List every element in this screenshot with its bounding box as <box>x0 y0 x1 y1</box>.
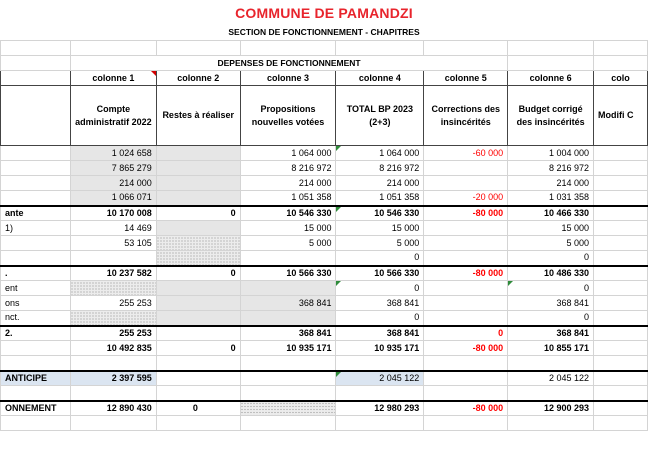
cell[interactable] <box>336 41 424 56</box>
cell-c4[interactable]: 1 064 000 <box>336 146 424 161</box>
cell[interactable] <box>1 416 71 431</box>
cell-c5[interactable]: -60 000 <box>424 146 508 161</box>
cell-c2[interactable]: 0 <box>156 341 240 356</box>
table-row <box>1 176 648 191</box>
cell-c2[interactable] <box>156 311 240 326</box>
row-label[interactable]: nct. <box>1 311 71 326</box>
cell-c2[interactable] <box>156 251 240 266</box>
cell-c4[interactable]: 0 <box>336 311 424 326</box>
cell-c3[interactable]: 1 064 000 <box>240 146 336 161</box>
cell[interactable] <box>156 41 240 56</box>
cell[interactable] <box>424 386 508 401</box>
cell-c4[interactable]: 214 000 <box>336 176 424 191</box>
cell[interactable] <box>508 56 594 71</box>
grand-total-row <box>1 401 648 416</box>
table-row <box>1 191 648 206</box>
column-label-1[interactable]: colonne 1 <box>70 71 156 86</box>
cell-c1[interactable]: 53 105 <box>70 236 156 251</box>
cell[interactable] <box>70 356 156 371</box>
cell-c6[interactable]: 12 900 293 <box>508 401 594 416</box>
column-label-5[interactable]: colonne 5 <box>424 71 508 86</box>
cell-c4[interactable]: 10 935 171 <box>336 341 424 356</box>
cell-c4[interactable]: 5 000 <box>336 236 424 251</box>
cell-c4[interactable]: 10 546 330 <box>336 206 424 221</box>
cell[interactable] <box>594 41 648 56</box>
cell-c5[interactable]: -20 000 <box>424 191 508 206</box>
cell[interactable] <box>1 356 71 371</box>
cell-c6[interactable]: 368 841 <box>508 326 594 341</box>
table-row <box>1 281 648 296</box>
cell[interactable] <box>594 371 648 386</box>
cell-c4[interactable]: 2 045 122 <box>336 371 424 386</box>
cell[interactable] <box>508 416 594 431</box>
cell[interactable] <box>594 341 648 356</box>
cell-c5[interactable] <box>424 371 508 386</box>
cell-c5[interactable] <box>424 251 508 266</box>
cell-c3[interactable]: 8 216 972 <box>240 161 336 176</box>
page-title: COMMUNE DE PAMANDZI <box>235 5 413 21</box>
table-row <box>1 251 648 266</box>
table-caption[interactable]: DEPENSES DE FONCTIONNEMENT <box>70 56 507 71</box>
cell[interactable] <box>1 56 71 71</box>
cell[interactable] <box>156 356 240 371</box>
cell-c2[interactable]: 0 <box>156 266 240 281</box>
cell-c6[interactable]: 0 <box>508 281 594 296</box>
cell[interactable] <box>594 281 648 296</box>
cell[interactable] <box>156 416 240 431</box>
cell[interactable] <box>240 416 336 431</box>
cell[interactable] <box>1 386 71 401</box>
header-budget-corrige[interactable]: Budget corrigé des insincérités <box>508 86 594 146</box>
cell-c4[interactable]: 10 566 330 <box>336 266 424 281</box>
row-label[interactable]: ante <box>1 206 71 221</box>
cell[interactable] <box>424 416 508 431</box>
cell-c6[interactable]: 2 045 122 <box>508 371 594 386</box>
cell[interactable] <box>594 236 648 251</box>
header-corrections[interactable]: Corrections des insincérités <box>424 86 508 146</box>
cell[interactable] <box>336 416 424 431</box>
cell-c5[interactable] <box>424 236 508 251</box>
table-row <box>1 146 648 161</box>
cell[interactable] <box>424 41 508 56</box>
table-row <box>1 161 648 176</box>
cell[interactable] <box>1 41 71 56</box>
cell-c3[interactable] <box>240 251 336 266</box>
cell-c1[interactable]: 10 237 582 <box>70 266 156 281</box>
cell-c1[interactable]: 12 890 430 <box>70 401 156 416</box>
row-label[interactable] <box>1 161 71 176</box>
cell-c1[interactable]: 1 024 658 <box>70 146 156 161</box>
cell-c3[interactable] <box>240 401 336 416</box>
cell-c1[interactable] <box>70 311 156 326</box>
cell-c1[interactable] <box>70 281 156 296</box>
row-label[interactable] <box>1 146 71 161</box>
cell[interactable] <box>594 311 648 326</box>
cell[interactable] <box>594 296 648 311</box>
cell[interactable] <box>70 41 156 56</box>
cell[interactable] <box>336 356 424 371</box>
cell-c6[interactable]: 8 216 972 <box>508 161 594 176</box>
cell-c3[interactable]: 368 841 <box>240 326 336 341</box>
cell-c2[interactable] <box>156 191 240 206</box>
column-description-row <box>1 86 648 146</box>
cell-c1[interactable]: 255 253 <box>70 326 156 341</box>
section-subtitle: SECTION DE FONCTIONNEMENT - CHAPITRES <box>228 27 420 37</box>
anticipe-row <box>1 371 648 386</box>
cell[interactable] <box>594 401 648 416</box>
spreadsheet <box>0 40 648 431</box>
row-label[interactable] <box>1 176 71 191</box>
cell-c3[interactable] <box>240 281 336 296</box>
cell-c5[interactable] <box>424 161 508 176</box>
column-label-2[interactable]: colonne 2 <box>156 71 240 86</box>
header-modifications[interactable]: Modifi C <box>594 86 648 146</box>
cell[interactable] <box>424 356 508 371</box>
row-label[interactable] <box>1 341 71 356</box>
cell[interactable] <box>594 176 648 191</box>
cell-c1[interactable]: 7 865 279 <box>70 161 156 176</box>
cell-c4[interactable]: 368 841 <box>336 326 424 341</box>
cell[interactable] <box>594 326 648 341</box>
column-label-6[interactable]: colonne 6 <box>508 71 594 86</box>
cell-c1[interactable]: 2 397 595 <box>70 371 156 386</box>
row-label[interactable]: ONNEMENT <box>1 401 71 416</box>
cell-c5[interactable]: -80 000 <box>424 206 508 221</box>
header-compte-administratif[interactable]: Compte administratif 2022 <box>70 86 156 146</box>
subtotal-row <box>1 206 648 221</box>
cell[interactable] <box>156 386 240 401</box>
cell-c6[interactable]: 214 000 <box>508 176 594 191</box>
cell-c5[interactable] <box>424 296 508 311</box>
cell[interactable] <box>594 416 648 431</box>
row-label[interactable]: . <box>1 266 71 281</box>
header-restes-a-realiser[interactable]: Restes à réaliser <box>156 86 240 146</box>
cell-c2[interactable] <box>156 281 240 296</box>
cell[interactable] <box>594 251 648 266</box>
cell[interactable] <box>594 161 648 176</box>
cell-c3[interactable]: 1 051 358 <box>240 191 336 206</box>
cell-c4[interactable]: 1 051 358 <box>336 191 424 206</box>
cell-c3[interactable]: 368 841 <box>240 296 336 311</box>
cell[interactable] <box>594 221 648 236</box>
cell-c6[interactable]: 10 855 171 <box>508 341 594 356</box>
table-row <box>1 311 648 326</box>
table-row <box>1 221 648 236</box>
cell-c1[interactable]: 14 469 <box>70 221 156 236</box>
cell[interactable] <box>594 56 648 71</box>
row-label[interactable] <box>1 236 71 251</box>
cell-c6[interactable]: 10 466 330 <box>508 206 594 221</box>
cell-c2[interactable] <box>156 146 240 161</box>
cell-c6[interactable]: 1 004 000 <box>508 146 594 161</box>
cell-c3[interactable]: 10 546 330 <box>240 206 336 221</box>
cell-c1[interactable]: 255 253 <box>70 296 156 311</box>
cell-c2[interactable]: 0 <box>156 206 240 221</box>
cell[interactable] <box>240 356 336 371</box>
cell-c5[interactable] <box>424 221 508 236</box>
cell-c3[interactable] <box>240 371 336 386</box>
expenses-table <box>0 40 648 431</box>
cell[interactable] <box>594 266 648 281</box>
header-total-bp[interactable]: TOTAL BP 2023 (2+3) <box>336 86 424 146</box>
cell[interactable] <box>70 416 156 431</box>
row-label[interactable]: 2. <box>1 326 71 341</box>
cell-c3[interactable] <box>240 311 336 326</box>
spacer-row <box>1 41 648 56</box>
cell-c5[interactable]: -80 000 <box>424 401 508 416</box>
cell[interactable] <box>594 191 648 206</box>
cell[interactable] <box>594 146 648 161</box>
column-label-4[interactable]: colonne 4 <box>336 71 424 86</box>
cell-c2[interactable] <box>156 161 240 176</box>
caption-row <box>1 56 648 71</box>
cell[interactable] <box>508 356 594 371</box>
cell[interactable] <box>508 386 594 401</box>
cell-c5[interactable] <box>424 311 508 326</box>
cell-c6[interactable]: 1 031 358 <box>508 191 594 206</box>
cell-c2[interactable] <box>156 221 240 236</box>
spacer-row <box>1 386 648 401</box>
cell-c4[interactable]: 0 <box>336 281 424 296</box>
cell-c6[interactable]: 368 841 <box>508 296 594 311</box>
cell-c1[interactable]: 10 170 008 <box>70 206 156 221</box>
cell[interactable] <box>594 356 648 371</box>
cell-c3[interactable]: 5 000 <box>240 236 336 251</box>
cell-c2[interactable] <box>156 296 240 311</box>
cell-c4[interactable]: 15 000 <box>336 221 424 236</box>
cell-c5[interactable]: 0 <box>424 326 508 341</box>
table-row <box>1 296 648 311</box>
cell-c4[interactable]: 8 216 972 <box>336 161 424 176</box>
cell-c3[interactable]: 214 000 <box>240 176 336 191</box>
table-row <box>1 236 648 251</box>
cell[interactable] <box>70 386 156 401</box>
cell-c3[interactable]: 10 935 171 <box>240 341 336 356</box>
cell-c6[interactable]: 10 486 330 <box>508 266 594 281</box>
cell[interactable] <box>336 386 424 401</box>
header-propositions-nouvelles[interactable]: Propositions nouvelles votées <box>240 86 336 146</box>
cell-c1[interactable]: 214 000 <box>70 176 156 191</box>
cell-c1[interactable]: 10 492 835 <box>70 341 156 356</box>
cell[interactable] <box>508 41 594 56</box>
cell-c4[interactable]: 12 980 293 <box>336 401 424 416</box>
cell[interactable] <box>594 206 648 221</box>
cell-c2[interactable] <box>156 326 240 341</box>
cell[interactable] <box>1 71 71 86</box>
column-header-row <box>1 71 648 86</box>
cell-c5[interactable]: -80 000 <box>424 341 508 356</box>
cell-c1[interactable]: 1 066 071 <box>70 191 156 206</box>
cell-c6[interactable]: 15 000 <box>508 221 594 236</box>
cell[interactable] <box>240 386 336 401</box>
row-label[interactable]: ent <box>1 281 71 296</box>
column-label-3[interactable]: colonne 3 <box>240 71 336 86</box>
row-label[interactable] <box>1 191 71 206</box>
column-label-7[interactable]: colo <box>594 71 648 86</box>
cell-c2[interactable]: 0 <box>156 401 240 416</box>
cell-c2[interactable] <box>156 176 240 191</box>
cell-c2[interactable] <box>156 371 240 386</box>
spacer-row <box>1 356 648 371</box>
cell-c1[interactable] <box>70 251 156 266</box>
subtotal-row <box>1 326 648 341</box>
row-label[interactable] <box>1 251 71 266</box>
cell-c4[interactable]: 0 <box>336 251 424 266</box>
row-label[interactable]: 1) <box>1 221 71 236</box>
cell[interactable] <box>1 86 71 146</box>
cell-c5[interactable] <box>424 281 508 296</box>
cell-c6[interactable]: 0 <box>508 251 594 266</box>
spacer-row <box>1 416 648 431</box>
row-label[interactable]: ons <box>1 296 71 311</box>
cell-c5[interactable] <box>424 176 508 191</box>
cell-c6[interactable]: 5 000 <box>508 236 594 251</box>
cell[interactable] <box>594 386 648 401</box>
row-label[interactable]: ANTICIPE <box>1 371 71 386</box>
subtotal-row <box>1 266 648 281</box>
cell-c6[interactable]: 0 <box>508 311 594 326</box>
cell-c3[interactable]: 10 566 330 <box>240 266 336 281</box>
cell-c2[interactable] <box>156 236 240 251</box>
cell-c5[interactable]: -80 000 <box>424 266 508 281</box>
cell[interactable] <box>240 41 336 56</box>
cell-c4[interactable]: 368 841 <box>336 296 424 311</box>
total-row <box>1 341 648 356</box>
cell-c3[interactable]: 15 000 <box>240 221 336 236</box>
